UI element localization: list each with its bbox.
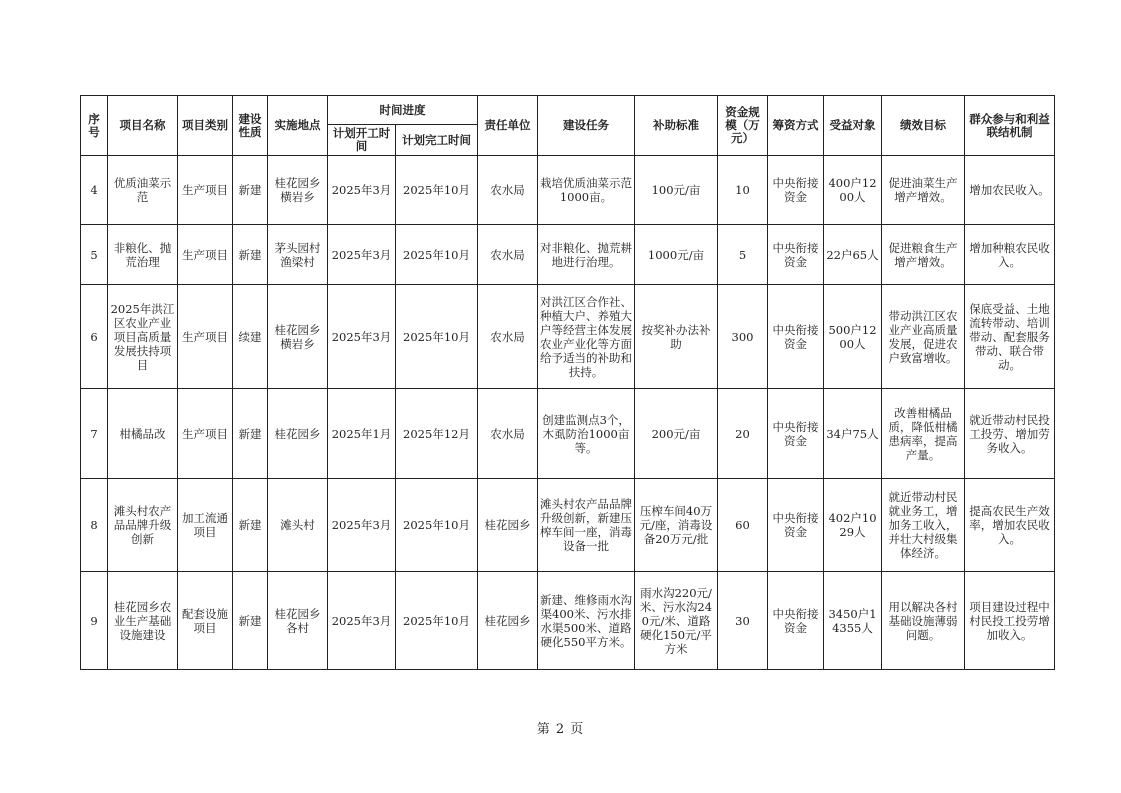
cell-task: 新建、维修雨水沟渠400米、污水排水渠500米、道路硬化550平方米。 — [538, 572, 635, 670]
cell-beneficiary: 22户65人 — [824, 225, 882, 285]
cell-subsidy: 200元/亩 — [635, 389, 718, 479]
cell-task: 对洪江区合作社、种植大户、养殖大户等经营主体发展农业产业化等方面给予适当的补助和扶持。 — [538, 285, 635, 389]
cell-mechanism: 提高农民生产效率，增加农民收入。 — [965, 479, 1055, 572]
header-type: 项目类别 — [178, 96, 233, 156]
cell-end: 2025年10月 — [396, 479, 478, 572]
cell-funding: 中央衔接资金 — [768, 479, 824, 572]
cell-location: 桂花园乡 — [268, 389, 328, 479]
page-number: 第 2 页 — [536, 722, 585, 737]
cell-seq: 8 — [81, 479, 108, 572]
header-task: 建设任务 — [538, 96, 635, 156]
header-row-top — [81, 96, 1055, 125]
cell-end: 2025年10月 — [396, 572, 478, 670]
cell-location: 滩头村 — [268, 479, 328, 572]
cell-type: 生产项目 — [178, 156, 233, 225]
cell-funding: 中央衔接资金 — [768, 389, 824, 479]
cell-subsidy: 1000元/亩 — [635, 225, 718, 285]
table-row — [81, 479, 1055, 572]
cell-mechanism: 增加种粮农民收入。 — [965, 225, 1055, 285]
cell-location: 桂花园乡横岩乡 — [268, 156, 328, 225]
cell-start: 2025年3月 — [328, 285, 396, 389]
cell-type: 生产项目 — [178, 225, 233, 285]
cell-beneficiary: 400户1200人 — [824, 156, 882, 225]
header-beneficiary: 受益对象 — [824, 96, 882, 156]
table-row — [81, 285, 1055, 389]
header-schedule: 时间进度 — [328, 96, 478, 125]
cell-fund: 300 — [718, 285, 768, 389]
cell-mechanism: 增加农民收入。 — [965, 156, 1055, 225]
cell-funding: 中央衔接资金 — [768, 285, 824, 389]
cell-task: 滩头村农产品品牌升级创新，新建压榨车间一座，消毒设备一批 — [538, 479, 635, 572]
cell-goal: 改善柑橘品质，降低柑橘患病率，提高产量。 — [882, 389, 965, 479]
header-end: 计划完工时间 — [396, 125, 478, 156]
header-fund: 资金规模（万元） — [718, 96, 768, 156]
cell-nature: 新建 — [233, 572, 268, 670]
cell-unit: 农水局 — [478, 285, 538, 389]
cell-goal: 促进粮食生产增产增效。 — [882, 225, 965, 285]
cell-nature: 新建 — [233, 156, 268, 225]
cell-subsidy: 100元/亩 — [635, 156, 718, 225]
table-row — [81, 225, 1055, 285]
cell-task: 对非粮化、抛荒耕地进行治理。 — [538, 225, 635, 285]
cell-nature: 新建 — [233, 225, 268, 285]
cell-unit: 农水局 — [478, 225, 538, 285]
cell-beneficiary: 500户1200人 — [824, 285, 882, 389]
cell-start: 2025年3月 — [328, 225, 396, 285]
cell-seq: 5 — [81, 225, 108, 285]
cell-name: 桂花园乡农业生产基础设施建设 — [108, 572, 178, 670]
table-row — [81, 156, 1055, 225]
header-mechanism: 群众参与和利益联结机制 — [965, 96, 1055, 156]
cell-location: 茅头园村渔梁村 — [268, 225, 328, 285]
cell-unit: 农水局 — [478, 156, 538, 225]
cell-funding: 中央衔接资金 — [768, 572, 824, 670]
header-nature: 建设性质 — [233, 96, 268, 156]
cell-name: 非粮化、抛荒治理 — [108, 225, 178, 285]
cell-beneficiary: 402户1029人 — [824, 479, 882, 572]
cell-subsidy: 按奖补办法补助 — [635, 285, 718, 389]
cell-seq: 9 — [81, 572, 108, 670]
cell-funding: 中央衔接资金 — [768, 225, 824, 285]
cell-funding: 中央衔接资金 — [768, 156, 824, 225]
cell-end: 2025年12月 — [396, 389, 478, 479]
cell-beneficiary: 3450户14355人 — [824, 572, 882, 670]
cell-unit: 桂花园乡 — [478, 479, 538, 572]
cell-fund: 10 — [718, 156, 768, 225]
cell-start: 2025年1月 — [328, 389, 396, 479]
cell-seq: 4 — [81, 156, 108, 225]
table-row — [81, 389, 1055, 479]
cell-end: 2025年10月 — [396, 285, 478, 389]
cell-name: 优质油菜示范 — [108, 156, 178, 225]
cell-location: 桂花园乡各村 — [268, 572, 328, 670]
cell-type: 加工流通项目 — [178, 479, 233, 572]
cell-subsidy: 雨水沟220元/米、污水沟240元/米、道路硬化150元/平方米 — [635, 572, 718, 670]
cell-fund: 30 — [718, 572, 768, 670]
header-unit: 责任单位 — [478, 96, 538, 156]
header-subsidy: 补助标准 — [635, 96, 718, 156]
cell-goal: 就近带动村民就业务工，增加务工收入，并壮大村级集体经济。 — [882, 479, 965, 572]
header-seq: 序号 — [81, 96, 108, 156]
cell-mechanism: 项目建设过程中村民投工投劳增加收入。 — [965, 572, 1055, 670]
cell-mechanism: 就近带动村民投工投劳、增加劳务收入。 — [965, 389, 1055, 479]
cell-start: 2025年3月 — [328, 156, 396, 225]
cell-seq: 7 — [81, 389, 108, 479]
project-table — [80, 95, 1055, 670]
cell-start: 2025年3月 — [328, 572, 396, 670]
cell-start: 2025年3月 — [328, 479, 396, 572]
cell-name: 2025年洪江区农业产业项目高质量发展扶持项目 — [108, 285, 178, 389]
cell-nature: 新建 — [233, 389, 268, 479]
cell-unit: 桂花园乡 — [478, 572, 538, 670]
cell-nature: 续建 — [233, 285, 268, 389]
cell-name: 柑橘品改 — [108, 389, 178, 479]
header-goal: 绩效目标 — [882, 96, 965, 156]
cell-nature: 新建 — [233, 479, 268, 572]
cell-goal: 用以解决各村基础设施薄弱问题。 — [882, 572, 965, 670]
cell-fund: 5 — [718, 225, 768, 285]
cell-type: 生产项目 — [178, 285, 233, 389]
cell-end: 2025年10月 — [396, 225, 478, 285]
cell-task: 创建监测点3个，木虱防治1000亩等。 — [538, 389, 635, 479]
cell-subsidy: 压榨车间40万元/座，消毒设备20万元/批 — [635, 479, 718, 572]
cell-end: 2025年10月 — [396, 156, 478, 225]
cell-goal: 带动洪江区农业产业高质量发展，促进农户致富增收。 — [882, 285, 965, 389]
cell-name: 滩头村农产品品牌升级创新 — [108, 479, 178, 572]
header-location: 实施地点 — [268, 96, 328, 156]
header-start: 计划开工时间 — [328, 125, 396, 156]
cell-goal: 促进油菜生产增产增效。 — [882, 156, 965, 225]
header-funding: 筹资方式 — [768, 96, 824, 156]
cell-beneficiary: 34户75人 — [824, 389, 882, 479]
table-row — [81, 572, 1055, 670]
cell-type: 生产项目 — [178, 389, 233, 479]
cell-task: 栽培优质油菜示范1000亩。 — [538, 156, 635, 225]
cell-mechanism: 保底受益、土地流转带动、培训带动、配套服务带动、联合带动。 — [965, 285, 1055, 389]
cell-seq: 6 — [81, 285, 108, 389]
cell-unit: 农水局 — [478, 389, 538, 479]
header-name: 项目名称 — [108, 96, 178, 156]
cell-fund: 60 — [718, 479, 768, 572]
cell-type: 配套设施项目 — [178, 572, 233, 670]
cell-location: 桂花园乡横岩乡 — [268, 285, 328, 389]
cell-fund: 20 — [718, 389, 768, 479]
